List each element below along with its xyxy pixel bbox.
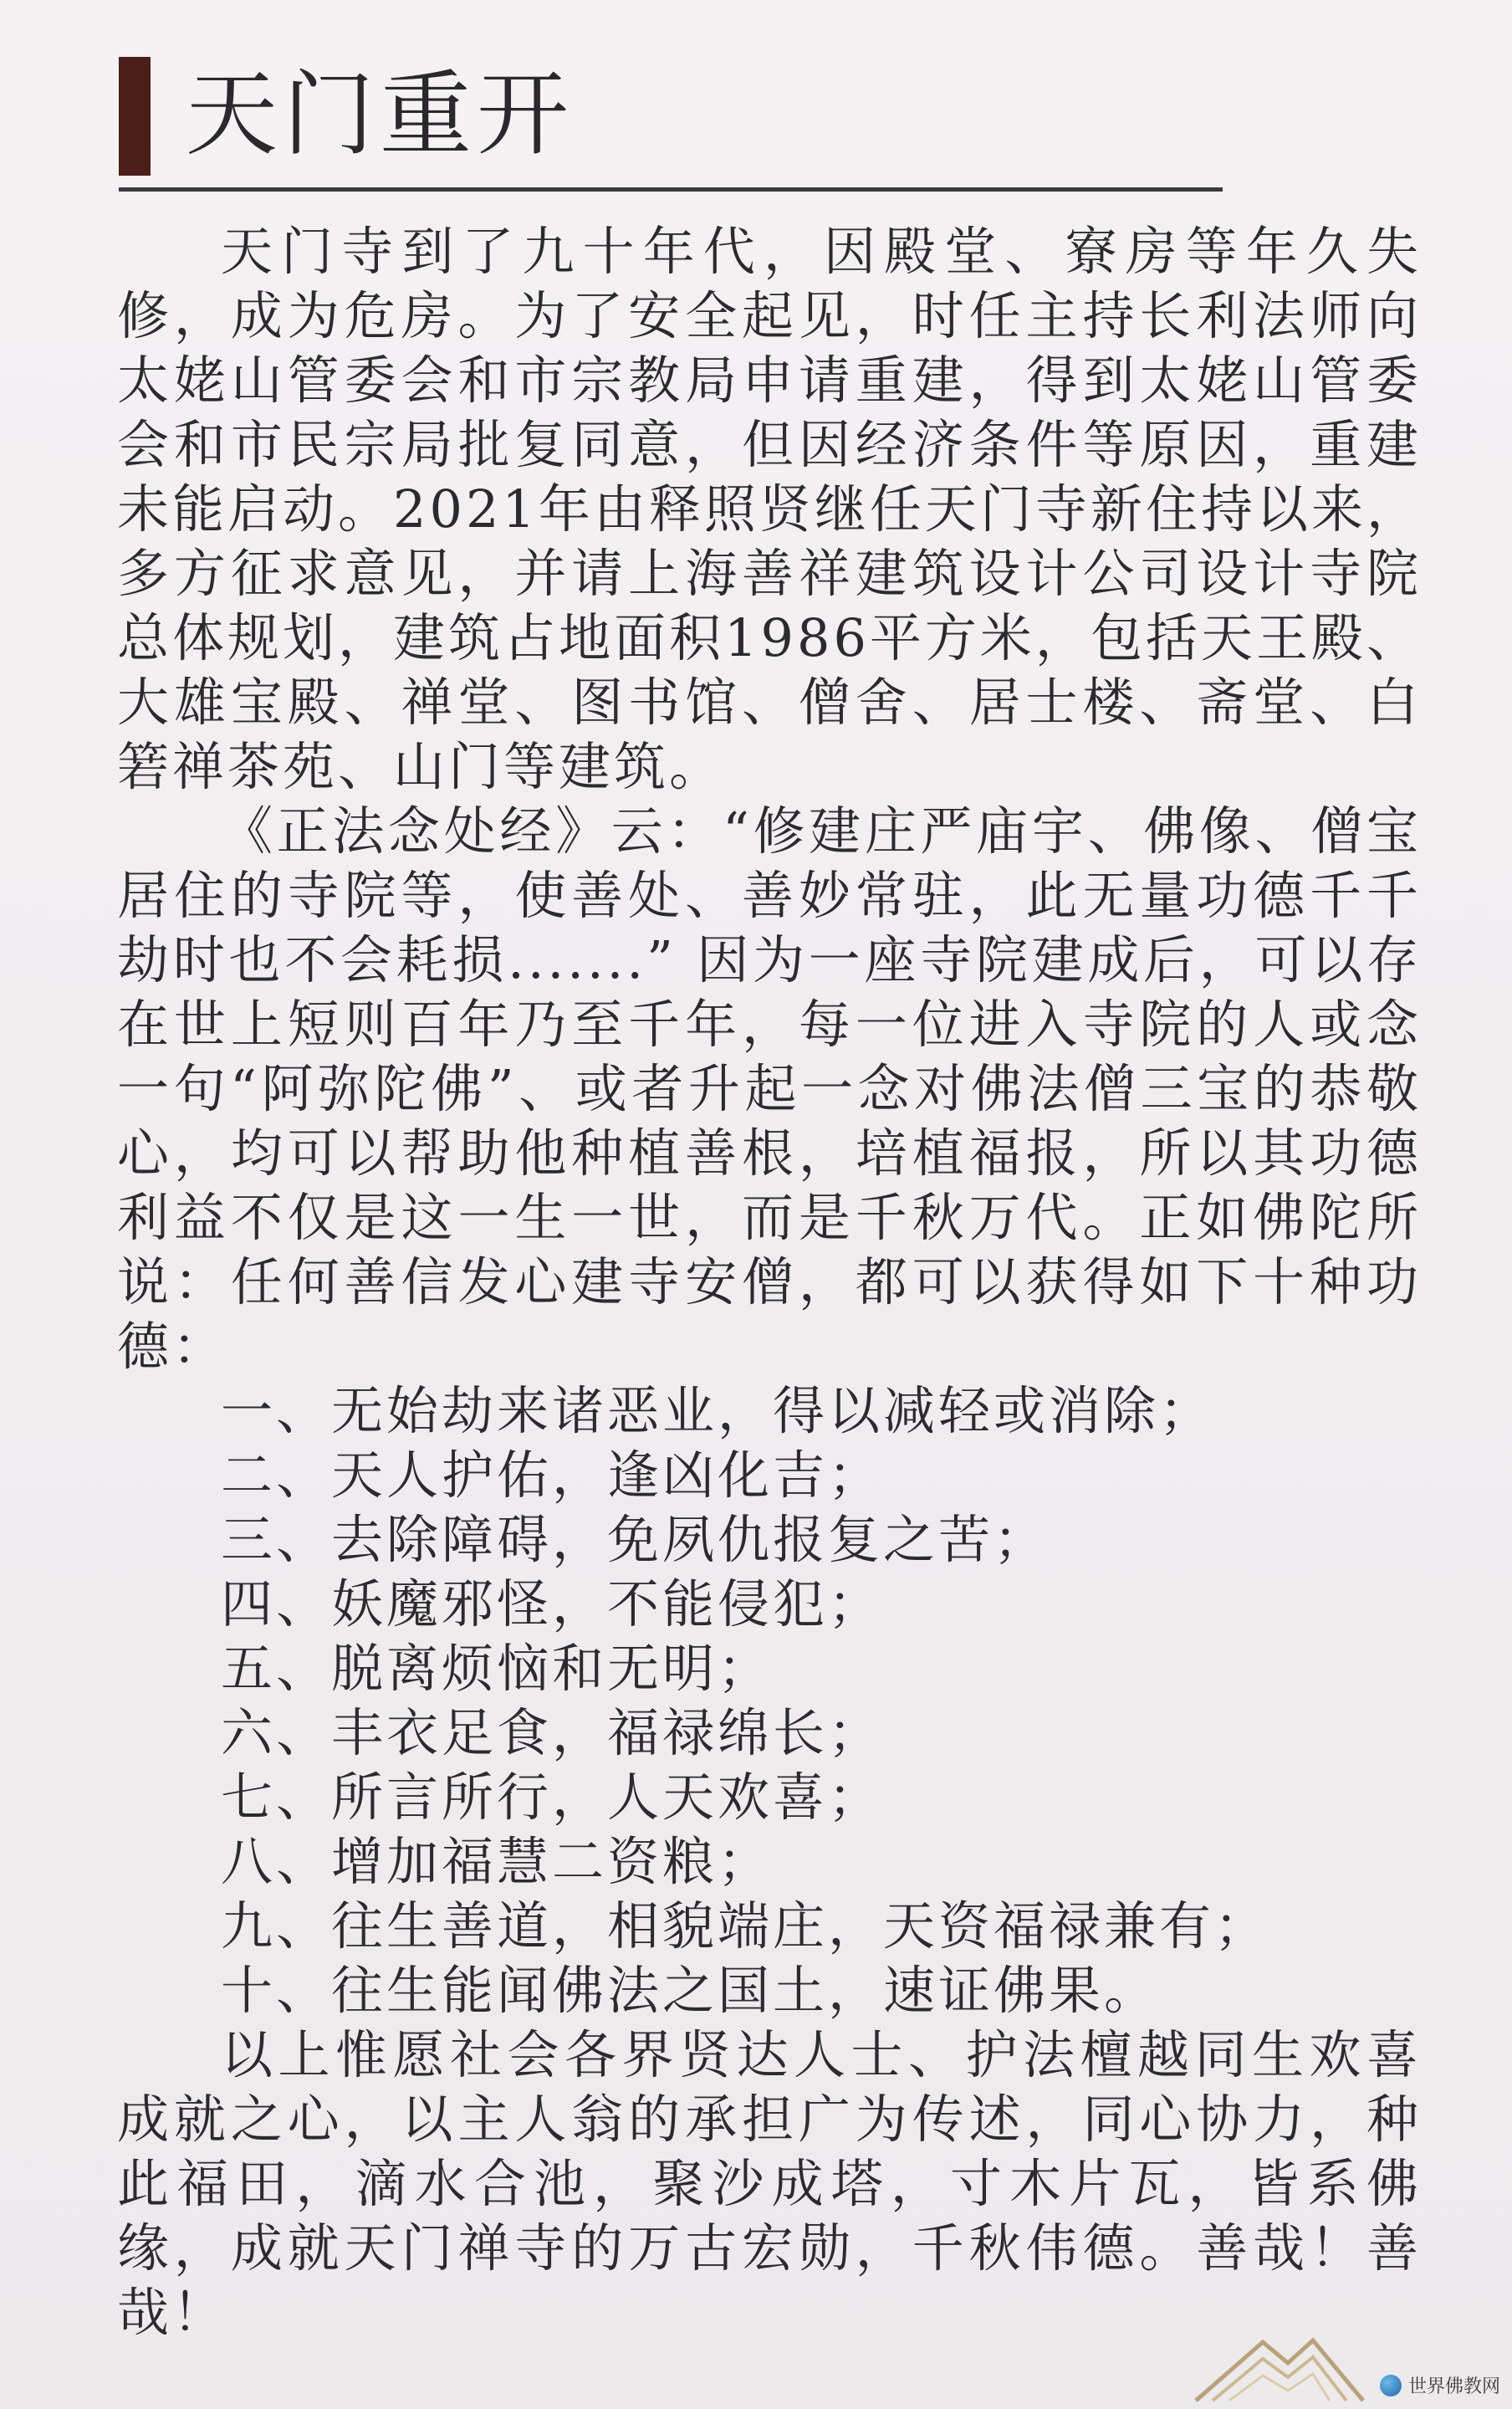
merit-item: 六、丰衣足食，福禄绵长； (221, 1702, 884, 1763)
paragraph-sutra: 《正法念处经》云：“修建庄严庙宇、佛像、僧宝居住的寺院等，使善处、善妙常驻，此无量功德千千劫时也不会耗损.......” 因为一座寺院建成后，可以存在世上短则百年乃至千年，每一位进入寺院的人或念一句“阿弥陀佛”、或者升起一念对佛法僧三宝的恭敬心，均可以帮助他种植善根，培植福报，所以其功德利益不仅是这一生一世，而是千秋万代。正如佛陀所说：任何善信发心建寺安僧，都可以获得如下十种功德： (117, 800, 1422, 1377)
paragraph-rebuild: 天门寺到了九十年代，因殿堂、寮房等年久失修，成为危房。为了安全起见，时任主持长利法师向太姥山管委会和市宗教局申请重建，得到太姥山管委会和市民宗局批复同意，但因经济条件等原因，重建未能启动。2021年由释照贤继任天门寺新住持以来，多方征求意见，并请上海善祥建筑设计公司设计寺院总体规划，建筑占地面积1986平方米，包括天王殿、大雄宝殿、禅堂、图书馆、僧舍、居士楼、斋堂、白箬禅茶苑、山门等建筑。 (117, 221, 1422, 797)
merit-item: 一、无始劫来诸恶业，得以减轻或消除； (221, 1380, 1215, 1441)
globe-icon (1380, 2375, 1402, 2396)
merit-item: 十、往生能闻佛法之国土，速证佛果。 (221, 1960, 1160, 2021)
mountain-ornament-icon (1188, 2309, 1372, 2409)
watermark-badge (1380, 2372, 1500, 2398)
merit-item: 四、妖魔邪怪，不能侵犯； (221, 1573, 884, 1634)
title-divider (119, 187, 1223, 192)
merit-item: 二、天人护佑，逢凶化吉； (221, 1445, 884, 1506)
merit-item: 八、增加福慧二资粮； (221, 1831, 774, 1892)
title-accent-bar (119, 57, 151, 176)
watermark-text: 世界佛教网 (1408, 2376, 1501, 2396)
merit-item: 三、去除障碍，免夙仇报复之苦； (221, 1509, 1050, 1570)
article-body (117, 219, 1422, 2345)
merit-item: 九、往生善道，相貌端庄，天资福禄兼有； (221, 1895, 1270, 1956)
merit-item: 七、所言所行，人天欢喜； (221, 1767, 884, 1828)
merit-item: 五、脱离烦恼和无明； (221, 1638, 774, 1699)
merit-list (117, 1378, 1422, 2023)
page-title: 天门重开 (186, 61, 574, 168)
paragraph-closing: 以上惟愿社会各界贤达人士、护法檀越同生欢喜成就之心，以主人翁的承担广为传述，同心协力，种此福田，滴水合池，聚沙成塔，寸木片瓦，皆系佛缘，成就天门禅寺的万古宏勋，千秋伟德。善哉！善哉！ (117, 2024, 1422, 2343)
